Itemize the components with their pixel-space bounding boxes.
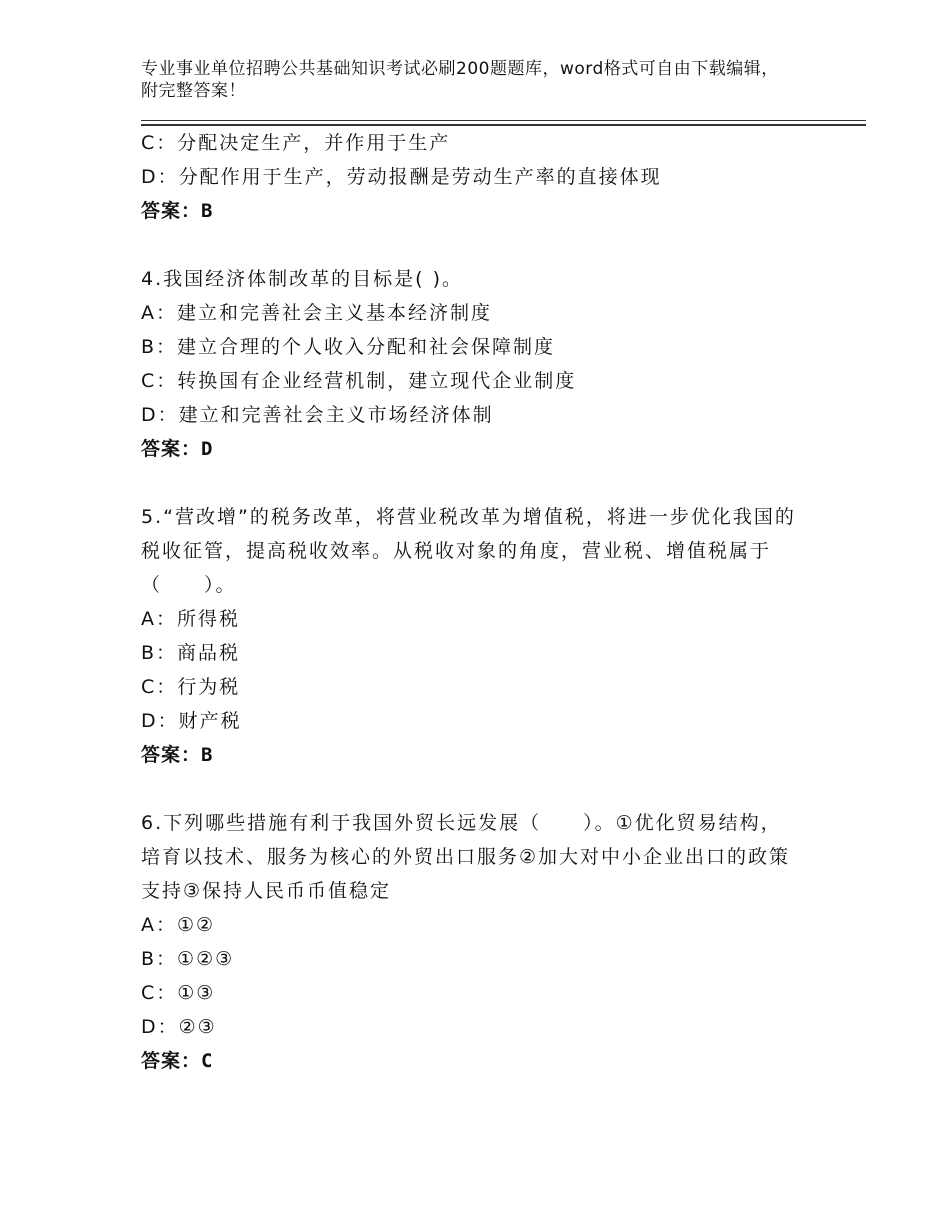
answer-value: B [201, 200, 214, 222]
question-text: 4.我国经济体制改革的目标是( )。 [141, 268, 463, 290]
question-6 [141, 806, 801, 1078]
option-a: A：①② [141, 914, 216, 936]
answer-line [141, 432, 801, 466]
answer-value: D [201, 438, 214, 460]
question-4 [141, 262, 801, 466]
question-list [141, 126, 801, 1078]
answer-line [141, 738, 801, 772]
option-b: B：商品税 [141, 642, 241, 664]
option-b: B：建立合理的个人收入分配和社会保障制度 [141, 336, 556, 358]
option-b: B：①②③ [141, 948, 235, 970]
answer-label: 答案： [141, 1050, 202, 1072]
answer-line [141, 1044, 801, 1078]
option-c: C：①③ [141, 982, 216, 1004]
answer-line [141, 194, 801, 228]
question-5 [141, 500, 801, 772]
question-3 [141, 126, 801, 228]
option-d: D：②③ [141, 1016, 217, 1038]
option-c: C：转换国有企业经营机制，建立现代企业制度 [141, 370, 577, 392]
header-rule-thin [141, 120, 866, 121]
question-text: 6.下列哪些措施有利于我国外贸长远发展（ ）。①优化贸易结构，培育以技术、服务为核心的外贸出口服务②加大对中小企业出口的政策支持③保持人民币币值稳定 [141, 812, 791, 902]
spacer [141, 772, 801, 806]
answer-label: 答案： [141, 200, 202, 222]
option-d: D：分配作用于生产，劳动报酬是劳动生产率的直接体现 [141, 166, 662, 188]
option-c: C：分配决定生产，并作用于生产 [141, 132, 451, 154]
option-a: A：建立和完善社会主义基本经济制度 [141, 302, 492, 324]
option-a: A：所得税 [141, 608, 240, 630]
answer-value: B [201, 744, 214, 766]
spacer [141, 228, 801, 262]
answer-value: C [201, 1050, 214, 1072]
page-header: 专业事业单位招聘公共基础知识考试必刷200题题库，word格式可自由下载编辑，附完整答案！ [141, 59, 779, 101]
answer-label: 答案： [141, 438, 202, 460]
option-d: D：财产税 [141, 710, 242, 732]
question-text: 5.“营改增”的税务改革，将营业税改革为增值税，将进一步优化我国的税收征管，提高税收效率。从税收对象的角度，营业税、增值税属于（ ）。 [141, 506, 796, 596]
spacer [141, 466, 801, 500]
option-d: D：建立和完善社会主义市场经济体制 [141, 404, 494, 426]
answer-label: 答案： [141, 744, 202, 766]
option-c: C：行为税 [141, 676, 241, 698]
